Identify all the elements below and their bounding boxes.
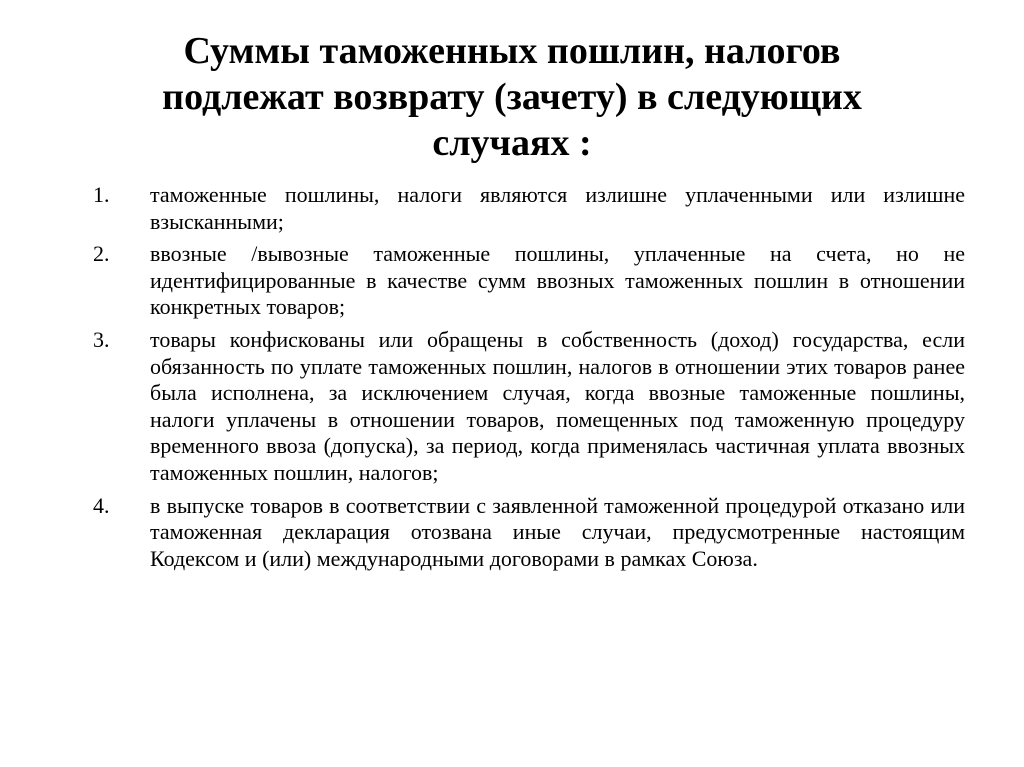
list-item-1	[93, 182, 965, 235]
title-line-1: Суммы таможенных пошлин, налогов	[183, 30, 841, 72]
list-item-text: в выпуске товаров в соответствии с заявленной таможенной процедурой отказано или таможенная декларация отозвана иные случаи, предусмотренные настоящим Кодексом и (или) международными договорами в рамках Союза.	[150, 492, 965, 571]
list-item-number: 2.	[93, 241, 110, 267]
list-item-text: ввозные /вывозные таможенные пошлины, уплаченные на счета, но не идентифицированные в качестве сумм ввозных таможенных пошлин в отношении конкретных товаров;	[150, 241, 965, 320]
title-line-3: случаях :	[432, 122, 592, 164]
list-item-3	[93, 327, 965, 487]
numbered-list	[93, 182, 965, 578]
list-item-2	[93, 241, 965, 321]
list-item-number: 1.	[93, 182, 110, 207]
list-item-4	[93, 493, 965, 573]
list-item-text: таможенные пошлины, налоги являются излишне уплаченными или излишне взысканными;	[150, 182, 965, 234]
title-line-2: подлежат возврату (зачету) в следующих	[162, 76, 862, 118]
list-item-number: 3.	[93, 326, 110, 352]
list-item-number: 4.	[93, 492, 110, 518]
slide-title	[120, 28, 904, 166]
list-item-text: товары конфискованы или обращены в собственность (доход) государства, если обязанность по уплате таможенных пошлин, налогов в отношении этих товаров ранее была исполнена, за исключением случая, когда ввозные таможенные пошлины, налоги уплачены в отношении товаров, помещенных под таможенную процедуру временного ввоза (допуска), за период, когда применялась частичная уплата ввозных таможенных пошлин, налогов;	[150, 326, 965, 485]
